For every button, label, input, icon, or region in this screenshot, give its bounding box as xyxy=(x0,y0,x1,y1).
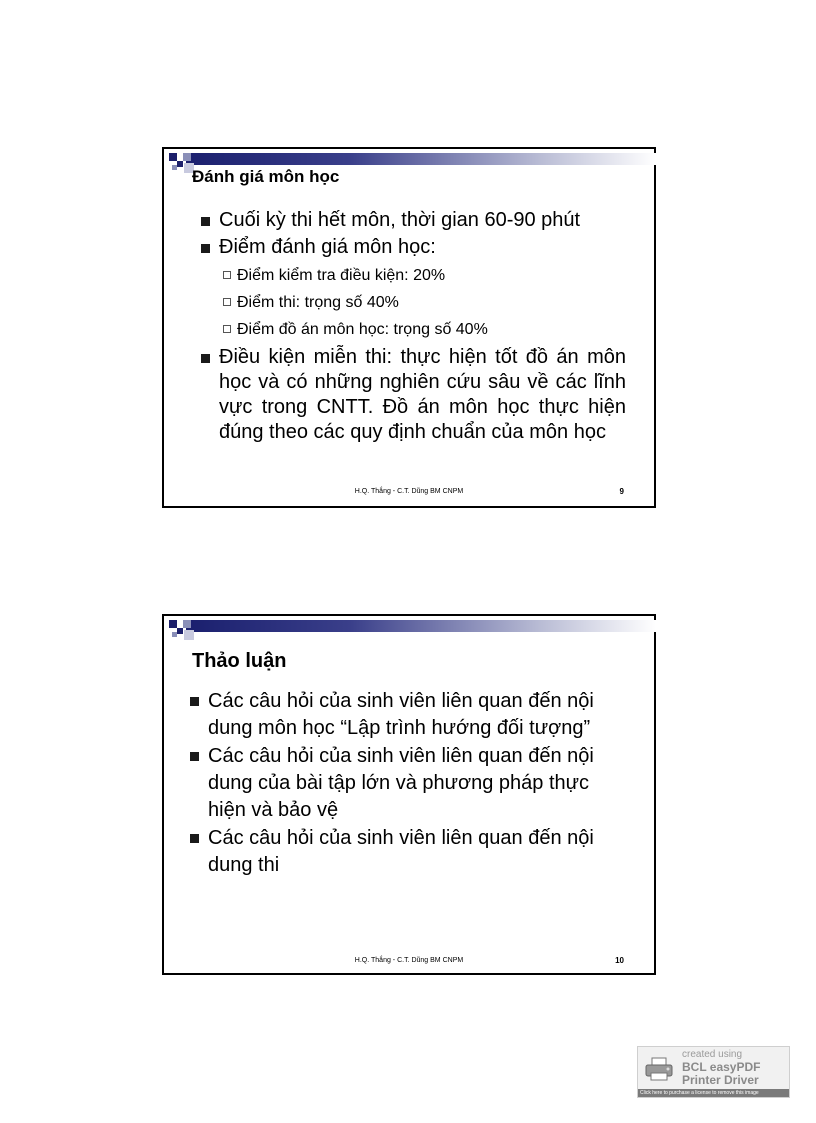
slide-title: Thảo luận xyxy=(192,650,287,672)
slide-9 xyxy=(162,147,656,508)
slide-title: Đánh giá môn học xyxy=(192,167,340,186)
watermark-line-3: Printer Driver xyxy=(682,1073,759,1087)
corner-squares-decoration xyxy=(164,616,204,646)
bullet-list xyxy=(201,208,626,447)
square-bullet-icon xyxy=(201,244,210,253)
watermark-line-1: created using xyxy=(682,1049,743,1060)
list-item: Điểm đánh giá môn học: Điểm kiểm tra điều kiện: 20% Điểm thi: trọng số 40% Điểm đồ án môn học: trọng số 40% xyxy=(201,235,626,343)
square-bullet-icon xyxy=(190,834,199,843)
list-item: Các câu hỏi của sinh viên liên quan đến nội dung môn học “Lập trình hướng đối tượng” xyxy=(190,688,630,742)
square-bullet-icon xyxy=(190,697,199,706)
sub-list-item: Điểm kiểm tra điều kiện: 20% xyxy=(223,262,626,289)
printer-icon xyxy=(644,1056,674,1082)
square-bullet-icon xyxy=(201,217,210,226)
hollow-square-bullet-icon xyxy=(223,325,231,333)
list-item: Các câu hỏi của sinh viên liên quan đến nội dung của bài tập lớn và phương pháp thực hiện và bảo vệ xyxy=(190,743,630,824)
hollow-square-bullet-icon xyxy=(223,298,231,306)
watermark-purchase-link[interactable]: Click here to purchase a license to remove this image xyxy=(638,1089,789,1097)
list-item: Điều kiện miễn thi: thực hiện tốt đồ án môn học và có những nghiên cứu sâu về các lĩnh vực trong CNTT. Đồ án môn học thực hiện đúng theo các quy định chuẩn của môn học xyxy=(201,345,626,445)
slide-footer: H.Q. Thắng - C.T. Dũng BM CNPM xyxy=(354,488,464,495)
sub-bullet-list xyxy=(223,262,626,343)
bullet-list xyxy=(190,688,630,880)
square-bullet-icon xyxy=(201,354,210,363)
slide-10 xyxy=(162,614,656,975)
header-gradient-bar xyxy=(186,620,656,632)
page-number: 9 xyxy=(619,487,624,496)
watermark-badge[interactable] xyxy=(637,1046,790,1098)
list-item: Các câu hỏi của sinh viên liên quan đến nội dung thi xyxy=(190,825,630,879)
square-bullet-icon xyxy=(190,752,199,761)
hollow-square-bullet-icon xyxy=(223,271,231,279)
slide-footer: H.Q. Thắng - C.T. Dũng BM CNPM xyxy=(354,957,464,964)
watermark-line-2: BCL easyPDF xyxy=(682,1060,761,1074)
sub-list-item: Điểm đồ án môn học: trọng số 40% xyxy=(223,316,626,343)
page-number: 10 xyxy=(615,956,624,965)
header-gradient-bar xyxy=(186,153,656,165)
list-item: Cuối kỳ thi hết môn, thời gian 60-90 phút xyxy=(201,208,626,233)
sub-list-item: Điểm thi: trọng số 40% xyxy=(223,289,626,316)
